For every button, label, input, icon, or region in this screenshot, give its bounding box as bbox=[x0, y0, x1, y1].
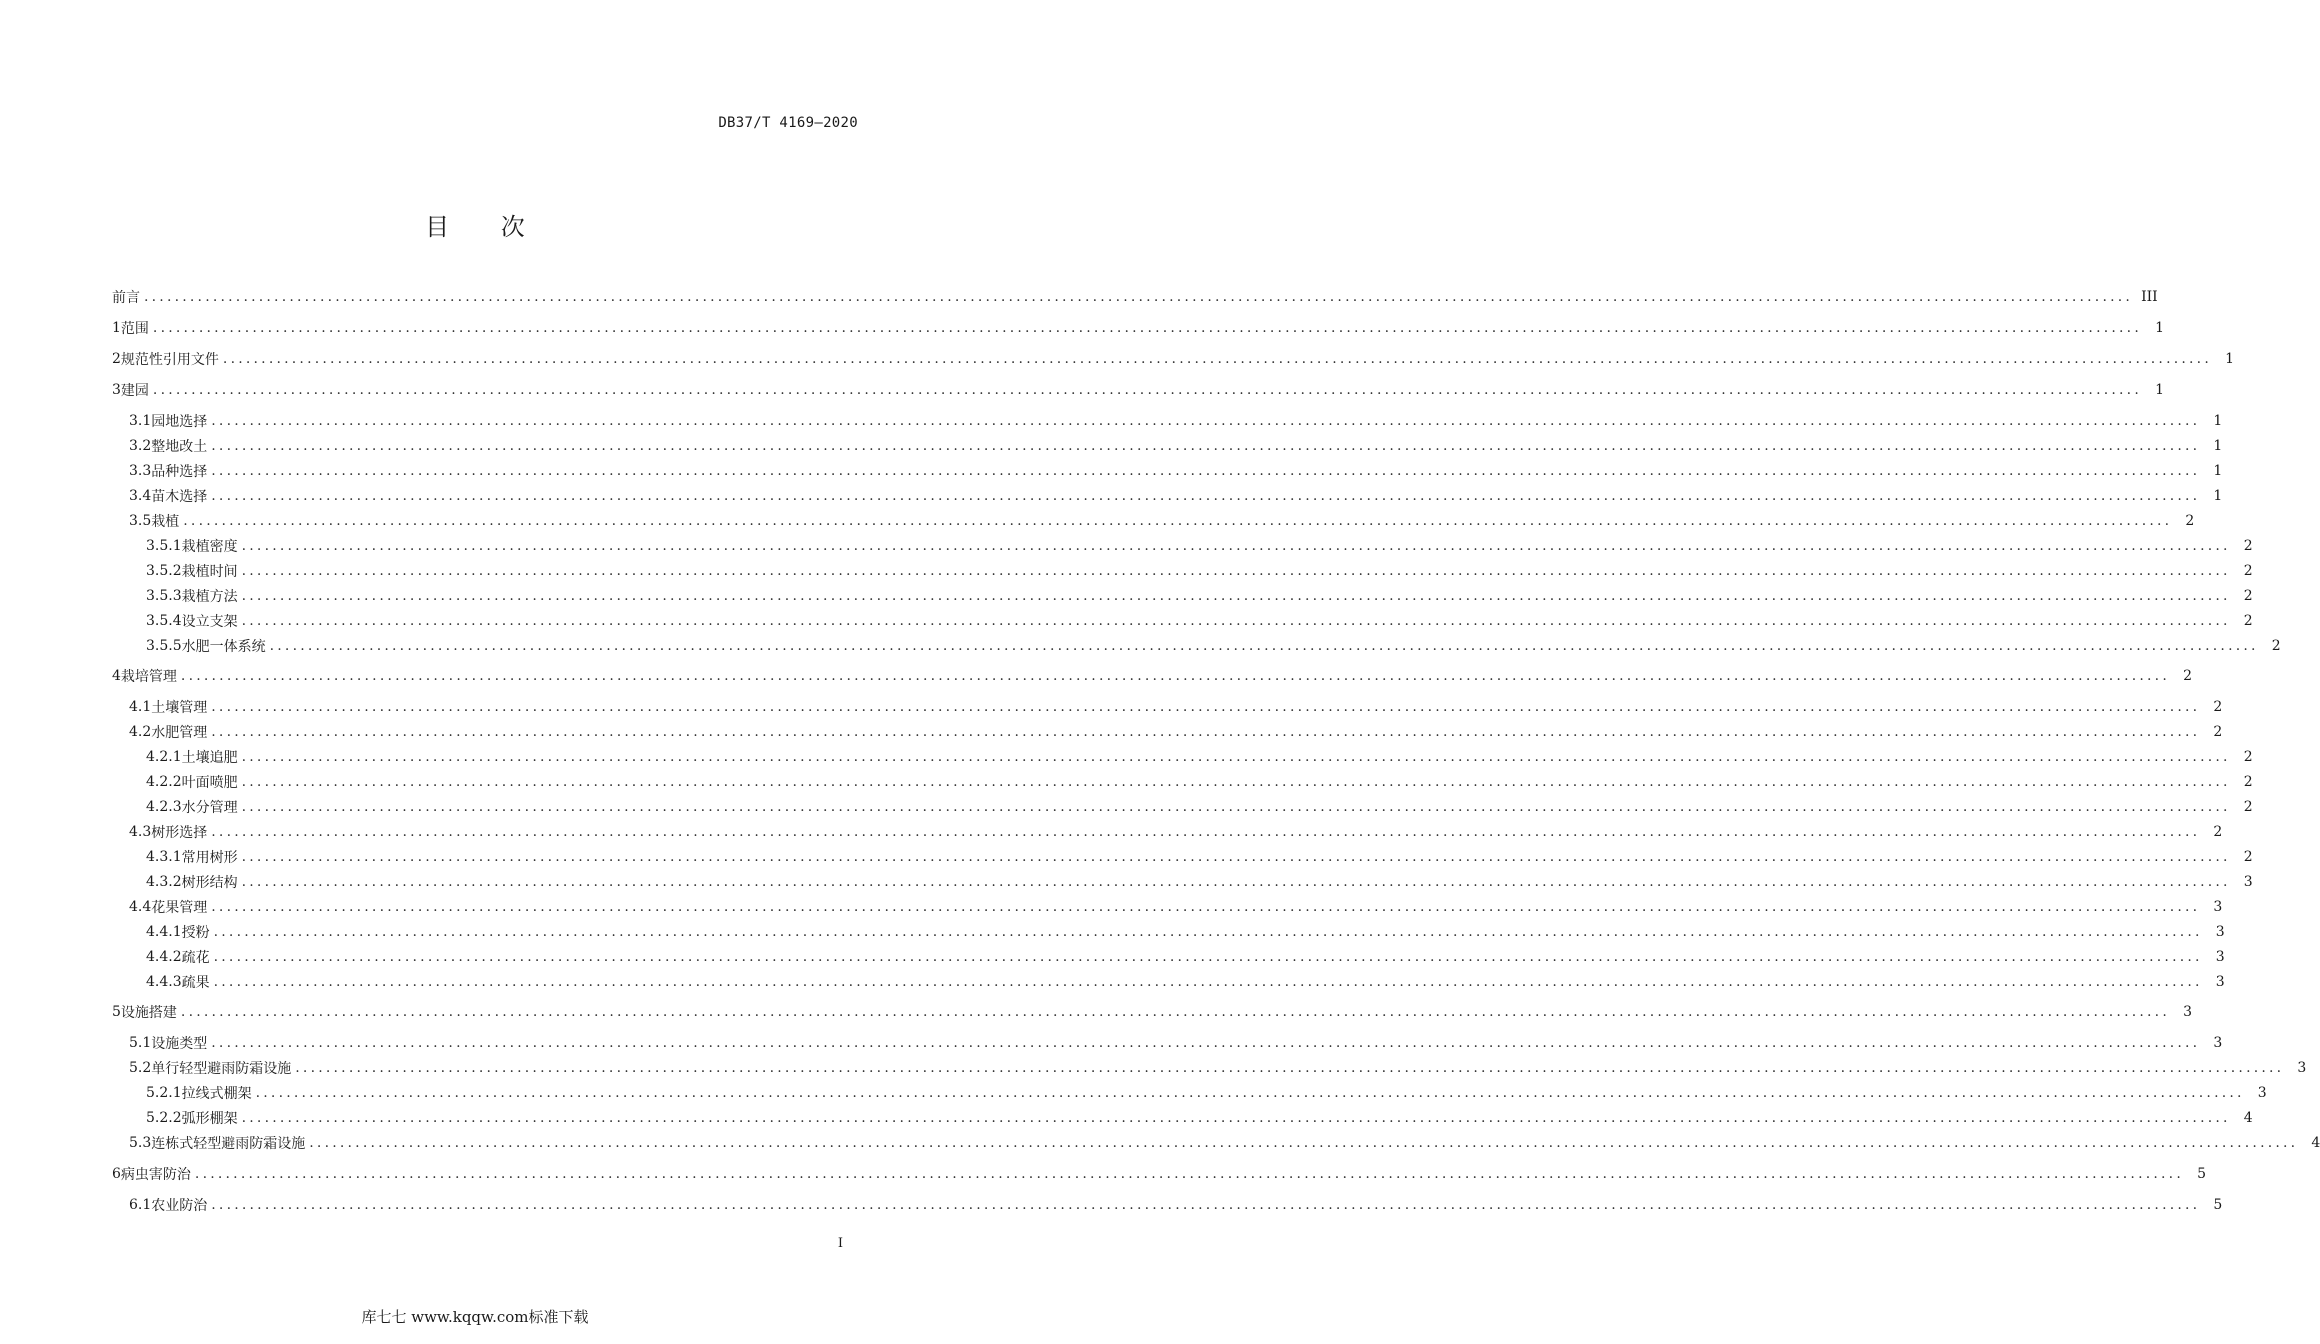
toc-entry-page: 3 bbox=[2183, 1004, 2192, 1020]
toc-leader-dots: .................................................................................................................................................................................................................................................................... bbox=[183, 513, 2173, 529]
page-number: I bbox=[837, 1236, 843, 1251]
toc-entry[interactable] bbox=[112, 610, 2253, 632]
toc-entry[interactable] bbox=[112, 510, 2195, 532]
toc-entry-label: 栽植方法 bbox=[181, 589, 238, 605]
toc-leader-dots: .................................................................................................................................................................................................................................................................... bbox=[213, 949, 2203, 965]
toc-entry[interactable] bbox=[112, 665, 2192, 687]
toc-leader-dots: .................................................................................................................................................................................................................................................................... bbox=[269, 638, 2259, 654]
toc-entry-number: 4.2.3 bbox=[146, 799, 182, 815]
toc-entry-label: 园地选择 bbox=[151, 414, 208, 430]
toc-entry[interactable] bbox=[112, 560, 2253, 582]
toc-entry-label: 土壤追肥 bbox=[181, 750, 238, 766]
toc-entry[interactable] bbox=[112, 1082, 2267, 1104]
toc-entry-page: 3 bbox=[2215, 924, 2225, 940]
toc-leader-dots: .................................................................................................................................................................................................................................................................... bbox=[211, 824, 2201, 840]
toc-entry[interactable] bbox=[112, 1001, 2192, 1023]
toc-entry-label: 常用树形 bbox=[181, 850, 238, 866]
toc-leader-dots: .................................................................................................................................................................................................................................................................... bbox=[152, 382, 2142, 398]
toc-leader-dots: .................................................................................................................................................................................................................................................................... bbox=[241, 1110, 2231, 1126]
toc-entry-label: 水肥一体系统 bbox=[181, 639, 266, 655]
toc-entry-label: 疏花 bbox=[181, 950, 210, 966]
toc-entry-number: 3.2 bbox=[129, 438, 152, 454]
toc-entry-label: 树形结构 bbox=[181, 875, 238, 891]
toc-entry-number: 5.1 bbox=[129, 1035, 152, 1051]
toc-entry[interactable] bbox=[112, 696, 2223, 718]
toc-entry-label: 设施搭建 bbox=[120, 1005, 177, 1021]
toc-entry[interactable] bbox=[112, 1032, 2223, 1054]
toc-entry-label: 栽植时间 bbox=[181, 564, 238, 580]
toc-entry[interactable] bbox=[112, 379, 2164, 401]
toc-entry[interactable] bbox=[112, 535, 2253, 557]
toc-leader-dots: .................................................................................................................................................................................................................................................................... bbox=[180, 668, 2170, 684]
toc-entry[interactable] bbox=[112, 871, 2253, 893]
toc-entry-label: 单行轻型避雨防霜设施 bbox=[151, 1061, 292, 1077]
toc-entry-label: 前言 bbox=[112, 290, 140, 306]
toc-entry[interactable] bbox=[112, 1163, 2206, 1185]
toc-entry-page: 1 bbox=[2155, 320, 2164, 336]
standard-code: DB37/T 4169—2020 bbox=[718, 115, 858, 131]
toc-entry[interactable] bbox=[112, 821, 2223, 843]
toc-entry-label: 病虫害防治 bbox=[120, 1167, 191, 1183]
toc-entry-page: 2 bbox=[2243, 799, 2253, 815]
toc-leader-dots: .................................................................................................................................................................................................................................................................... bbox=[211, 699, 2201, 715]
toc-leader-dots: .................................................................................................................................................................................................................................................................... bbox=[211, 438, 2201, 454]
toc-entry-label: 品种选择 bbox=[151, 464, 208, 480]
toc-entry-page: 2 bbox=[2213, 724, 2223, 740]
toc-entry-label: 栽植密度 bbox=[181, 539, 238, 555]
toc-entry-label: 范围 bbox=[120, 321, 149, 337]
toc-entry-page: 1 bbox=[2213, 413, 2223, 429]
toc-entry-page: 3 bbox=[2215, 974, 2225, 990]
toc-entry[interactable] bbox=[112, 971, 2225, 993]
toc-entry[interactable] bbox=[112, 721, 2223, 743]
toc-entry-number: 4.1 bbox=[129, 699, 152, 715]
toc-entry-page: 2 bbox=[2243, 749, 2253, 765]
toc-entry[interactable] bbox=[112, 460, 2223, 482]
toc-leader-dots: .................................................................................................................................................................................................................................................................... bbox=[295, 1060, 2285, 1076]
toc-entry-number: 5.2.1 bbox=[146, 1085, 182, 1101]
toc-leader-dots: .................................................................................................................................................................................................................................................................... bbox=[213, 924, 2203, 940]
toc-entry-page: 2 bbox=[2183, 668, 2192, 684]
toc-entry-label: 疏果 bbox=[181, 975, 210, 991]
toc-entry-number: 3.5.4 bbox=[146, 613, 182, 629]
toc-entry-number: 4.4.3 bbox=[146, 974, 182, 990]
toc-leader-dots: .................................................................................................................................................................................................................................................................... bbox=[211, 1197, 2201, 1213]
toc-entry-page: III bbox=[2141, 289, 2158, 305]
toc-entry-label: 拉线式棚架 bbox=[181, 1086, 252, 1102]
toc-entry-number: 4.2.1 bbox=[146, 749, 182, 765]
toc-entry-number: 3.3 bbox=[129, 463, 152, 479]
toc-leader-dots: .................................................................................................................................................................................................................................................................... bbox=[213, 974, 2203, 990]
toc-leader-dots: .................................................................................................................................................................................................................................................................... bbox=[241, 563, 2231, 579]
toc-leader-dots: .................................................................................................................................................................................................................................................................... bbox=[255, 1085, 2245, 1101]
toc-entry[interactable] bbox=[112, 635, 2281, 657]
toc-entry[interactable] bbox=[112, 410, 2223, 432]
toc-entry-page: 2 bbox=[2243, 588, 2253, 604]
toc-entry-label: 水分管理 bbox=[181, 800, 238, 816]
toc-entry-page: 1 bbox=[2213, 463, 2223, 479]
toc-entry-page: 3 bbox=[2257, 1085, 2267, 1101]
toc-entry[interactable] bbox=[112, 746, 2253, 768]
toc-entry-label: 农业防治 bbox=[151, 1198, 208, 1214]
toc-entry-label: 规范性引用文件 bbox=[120, 352, 219, 368]
toc-entry[interactable] bbox=[112, 1057, 2307, 1079]
toc-entry-number: 2 bbox=[112, 351, 121, 367]
toc-entry-label: 苗木选择 bbox=[151, 489, 208, 505]
toc-entry-number: 4.3 bbox=[129, 824, 152, 840]
toc-entry-number: 6 bbox=[112, 1166, 121, 1182]
toc-entry-page: 3 bbox=[2215, 949, 2225, 965]
toc-entry-page: 3 bbox=[2213, 899, 2223, 915]
toc-entry-number: 3.5.5 bbox=[146, 638, 182, 654]
toc-entry-number: 6.1 bbox=[129, 1197, 152, 1213]
toc-entry-number: 4.2 bbox=[129, 724, 152, 740]
toc-entry-label: 整地改土 bbox=[151, 439, 208, 455]
toc-entry-number: 5.2.2 bbox=[146, 1110, 182, 1126]
toc-entry[interactable] bbox=[112, 1194, 2223, 1216]
toc-entry-page: 2 bbox=[2243, 849, 2253, 865]
toc-entry-number: 3.5.2 bbox=[146, 563, 182, 579]
toc-entry[interactable] bbox=[112, 286, 2158, 308]
toc-entry-page: 4 bbox=[2243, 1110, 2253, 1126]
toc-entry-page: 1 bbox=[2155, 382, 2164, 398]
toc-entry-number: 4 bbox=[112, 668, 121, 684]
toc-entry-number: 3.5 bbox=[129, 513, 152, 529]
toc-entry-label: 花果管理 bbox=[151, 900, 208, 916]
toc-entry[interactable] bbox=[112, 771, 2253, 793]
toc-entry-page: 5 bbox=[2213, 1197, 2223, 1213]
toc-entry-number: 3.5.1 bbox=[146, 538, 182, 554]
toc-leader-dots: .................................................................................................................................................................................................................................................................... bbox=[241, 799, 2231, 815]
toc-leader-dots: .................................................................................................................................................................................................................................................................... bbox=[241, 749, 2231, 765]
toc-entry-page: 1 bbox=[2213, 488, 2223, 504]
toc-entry-page: 2 bbox=[2243, 774, 2253, 790]
toc-entry-page: 1 bbox=[2225, 351, 2234, 367]
toc-entry-page: 2 bbox=[2243, 613, 2253, 629]
toc-entry-label: 授粉 bbox=[181, 925, 210, 941]
toc-entry-label: 栽培管理 bbox=[120, 669, 177, 685]
toc-leader-dots: .................................................................................................................................................................................................................................................................... bbox=[211, 488, 2201, 504]
toc-entry-label: 水肥管理 bbox=[151, 725, 208, 741]
toc-entry-page: 5 bbox=[2197, 1166, 2206, 1182]
toc-entry-page: 1 bbox=[2213, 438, 2223, 454]
toc-entry-number: 4.2.2 bbox=[146, 774, 182, 790]
toc-entry-number: 4.4 bbox=[129, 899, 152, 915]
toc-entry-number: 1 bbox=[112, 320, 121, 336]
toc-leader-dots: .................................................................................................................................................................................................................................................................... bbox=[241, 613, 2231, 629]
toc-entry-number: 3.5.3 bbox=[146, 588, 182, 604]
toc-entry-label: 土壤管理 bbox=[151, 700, 208, 716]
toc-entry[interactable] bbox=[112, 921, 2225, 943]
toc-entry-number: 4.3.1 bbox=[146, 849, 182, 865]
toc-entry-number: 4.3.2 bbox=[146, 874, 182, 890]
toc-leader-dots: .................................................................................................................................................................................................................................................................... bbox=[222, 351, 2212, 367]
toc-leader-dots: .................................................................................................................................................................................................................................................................... bbox=[241, 774, 2231, 790]
toc-entry-number: 4.4.2 bbox=[146, 949, 182, 965]
toc-leader-dots: .................................................................................................................................................................................................................................................................... bbox=[241, 849, 2231, 865]
toc-entry-number: 3.4 bbox=[129, 488, 152, 504]
toc-entry[interactable] bbox=[112, 435, 2223, 457]
toc-entry[interactable] bbox=[112, 846, 2253, 868]
toc-leader-dots: .................................................................................................................................................................................................................................................................... bbox=[194, 1166, 2184, 1182]
toc-entry-page: 2 bbox=[2213, 824, 2223, 840]
toc-entry-page: 3 bbox=[2213, 1035, 2223, 1051]
toc-entry-label: 设立支架 bbox=[181, 614, 238, 630]
toc-entry-label: 树形选择 bbox=[151, 825, 208, 841]
toc-leader-dots: .................................................................................................................................................................................................................................................................... bbox=[211, 463, 2201, 479]
toc-entry-number: 5.3 bbox=[129, 1135, 152, 1151]
toc-entry-number: 3.1 bbox=[129, 413, 152, 429]
toc-entry-page: 3 bbox=[2297, 1060, 2307, 1076]
toc-entry-number: 5 bbox=[112, 1004, 121, 1020]
toc-entry-page: 2 bbox=[2243, 538, 2253, 554]
toc-entry[interactable] bbox=[112, 896, 2223, 918]
toc-entry[interactable] bbox=[112, 317, 2164, 339]
toc-entry-label: 弧形棚架 bbox=[181, 1111, 238, 1127]
toc-entry-number: 4.4.1 bbox=[146, 924, 182, 940]
toc-entry-number: 5.2 bbox=[129, 1060, 152, 1076]
watermark-text: 库七七 www.kqqw.com标准下载 bbox=[361, 1308, 589, 1326]
toc-leader-dots: .................................................................................................................................................................................................................................................................... bbox=[211, 899, 2201, 915]
toc-leader-dots: .................................................................................................................................................................................................................................................................... bbox=[241, 538, 2231, 554]
toc-entry-page: 2 bbox=[2243, 563, 2253, 579]
toc-leader-dots: .................................................................................................................................................................................................................................................................... bbox=[211, 724, 2201, 740]
toc-leader-dots: .................................................................................................................................................................................................................................................................... bbox=[211, 413, 2201, 429]
toc-leader-dots: .................................................................................................................................................................................................................................................................... bbox=[152, 320, 2142, 336]
toc-entry-label: 叶面喷肥 bbox=[181, 775, 238, 791]
toc-leader-dots: .................................................................................................................................................................................................................................................................... bbox=[241, 588, 2231, 604]
toc-entry[interactable] bbox=[112, 1107, 2253, 1129]
toc-entry-page: 3 bbox=[2243, 874, 2253, 890]
toc-entry-page: 2 bbox=[2213, 699, 2223, 715]
toc-entry-label: 连栋式轻型避雨防霜设施 bbox=[151, 1136, 306, 1152]
toc-entry-page: 4 bbox=[2311, 1135, 2320, 1151]
toc-leader-dots: .................................................................................................................................................................................................................................................................... bbox=[211, 1035, 2201, 1051]
toc-leader-dots: .................................................................................................................................................................................................................................................................... bbox=[241, 874, 2231, 890]
toc-entry-label: 栽植 bbox=[151, 514, 180, 530]
toc-leader-dots: .................................................................................................................................................................................................................................................................... bbox=[144, 289, 2134, 305]
toc-entry[interactable] bbox=[112, 585, 2253, 607]
toc-entry-page: 2 bbox=[2185, 513, 2195, 529]
toc-leader-dots: .................................................................................................................................................................................................................................................................... bbox=[309, 1135, 2299, 1151]
toc-entry[interactable] bbox=[112, 796, 2253, 818]
toc-entry[interactable] bbox=[112, 946, 2225, 968]
toc-entry[interactable] bbox=[112, 1132, 2320, 1154]
toc-entry-page: 2 bbox=[2271, 638, 2281, 654]
toc-entry[interactable] bbox=[112, 348, 2234, 370]
toc-entry-label: 设施类型 bbox=[151, 1036, 208, 1052]
toc-entry[interactable] bbox=[112, 485, 2223, 507]
toc-entry-number: 3 bbox=[112, 382, 121, 398]
toc-entry-label: 建园 bbox=[120, 383, 149, 399]
page-title: 目 次 bbox=[425, 213, 547, 241]
toc-leader-dots: .................................................................................................................................................................................................................................................................... bbox=[180, 1004, 2170, 1020]
